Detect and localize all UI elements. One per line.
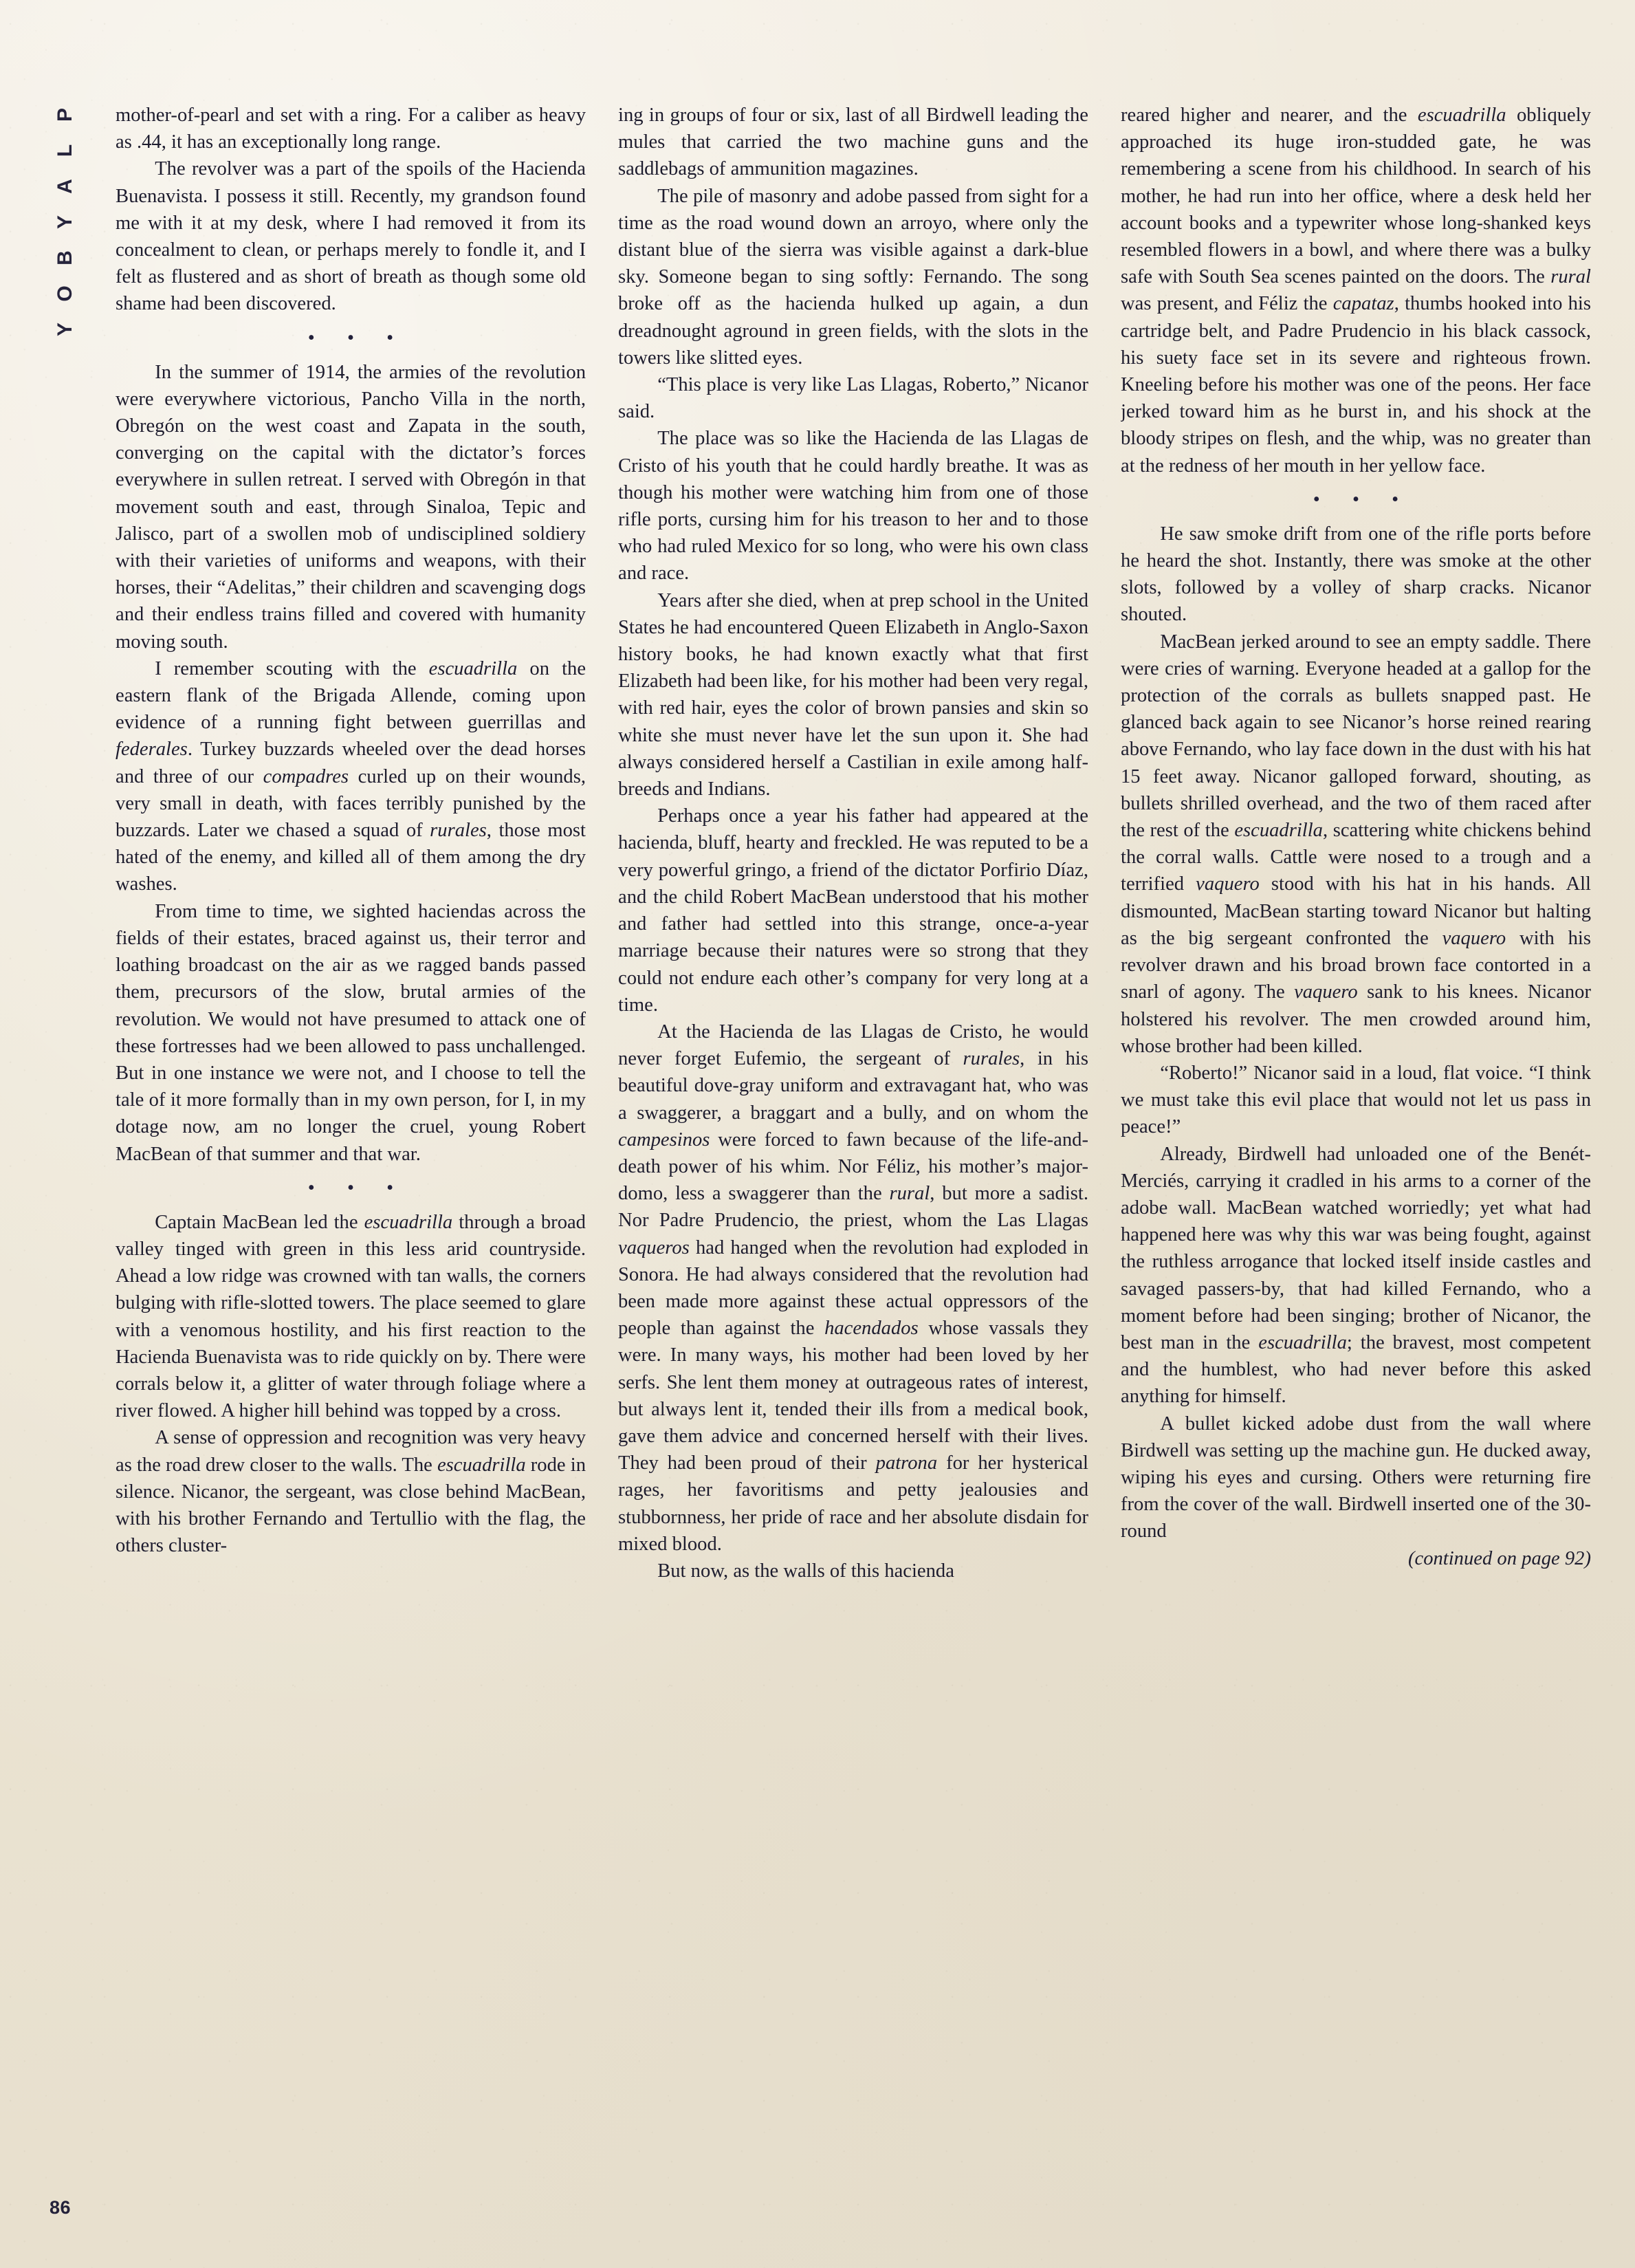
body-text: sank to his knees. Nicanor holstered his revolver. The men crowded around him, whose brother had been killed. [1121, 981, 1591, 1057]
foreign-term: escuadrilla [428, 657, 518, 679]
section-break-dots: • • • [307, 327, 408, 349]
body-text: Captain MacBean led the [155, 1211, 364, 1233]
foreign-term: rural [889, 1183, 930, 1205]
body-text: “Roberto!” Nicanor said in a loud, flat voice. “I think we must take this evil place that would not let us pass in peace!” [1121, 1062, 1591, 1138]
foreign-term: vaqueros [618, 1236, 690, 1258]
foreign-term: federales [116, 739, 188, 761]
body-text: The place was so like the Hacienda de las Llagas de Cristo of his youth that he could hardly breathe. It was as though his mother were watching him from one of those rifle ports, cursing him for his treason to her and to those who had ruled Mexico for so long, who were his own class and race. [618, 428, 1088, 585]
foreign-term: capataz [1332, 293, 1394, 315]
body-text: ing in groups of four or six, last of all Birdwell leading the mules that carried the two machine guns and the saddlebags of ammunition magazines. [618, 105, 1088, 180]
masthead-letter: A [54, 179, 76, 194]
body-paragraph [116, 898, 586, 1168]
foreign-term: compadres [263, 765, 349, 787]
foreign-term: patrona [875, 1452, 938, 1474]
foreign-term: campesinos [618, 1128, 710, 1151]
foreign-term: escuadrilla [1258, 1331, 1347, 1353]
text-column-2 [618, 102, 1088, 2151]
body-paragraph [1121, 1141, 1591, 1410]
foreign-term: rural [1550, 266, 1591, 288]
section-break-dots: • • • [307, 1177, 408, 1199]
body-text: whose vassals they were. In many ways, his mother had been loved by her serfs. She lent them money at outrageous rates of interest, but always lent it, tended their ills from a medical book, gave them advice and concerned herself with their lives. They had been proud of their [618, 1318, 1088, 1474]
body-text: The pile of masonry and adobe passed from sight for a time as the road wound down an arroyo, where only the distant blue of the sierra was visible against a dark-blue sky. Someone began to sing softly: Fernando. The song broke off as the hacienda hulked up again, a dun dreadnought aground in green fields, with the slots in the towers like slitted eyes. [618, 185, 1088, 369]
masthead-letter: B [54, 250, 76, 265]
body-text: reared higher and nearer, and the [1121, 105, 1418, 126]
body-text: through a broad valley tinged with green in this less arid countryside. Ahead a low ridge was crowned with tan walls, the corners bulging with rifle-slotted towers. The place seemed to glare with a venomous hostility, and his first reaction to the Hacienda Buenavista was to ride quickly on by. There were corrals below it, a glitter of water through foliage where a river flowed. A higher hill behind was topped by a cross. [116, 1211, 586, 1422]
body-text: Already, Birdwell had unloaded one of the Benét-Merciés, carrying it cradled in his arms to a corner of the adobe wall. MacBean watched worriedly; yet what had happened here was why this war was being fought, against the ruthless arrogance that locked itself inside castles and savaged passers-by, that had killed Fernando, who a moment before had been singing; brother of Nicanor, the best man in the [1121, 1143, 1591, 1353]
masthead-letter: Y [54, 323, 76, 337]
body-text: for her hysterical rages, her favoritisms and petty jealousies and stubbornness, her pride of race and her absolute disdain for mixed blood. [618, 1452, 1088, 1555]
body-text: rode in silence. Nicanor, the sergeant, was close behind MacBean, with his brother Fernando and Tertullio with the flag, the others cluster- [116, 1454, 586, 1557]
foreign-term: vaquero [1196, 873, 1260, 895]
body-paragraph [116, 655, 586, 898]
body-text: MacBean jerked around to see an empty saddle. There were cries of warning. Everyone headed at a gallop for the protection of the corrals as bullets snapped past. He glanced back again to see Nicanor’s horse reined rearing above Fernando, who lay face down in the dust with his hat 15 feet away. Nicanor galloped forward, shouting, as bullets shrilled overhead, and the two of them raced after the rest of the [1121, 631, 1591, 842]
body-text: , thumbs hooked into his cartridge belt, and Padre Prudencio in his black cassock, his suety face set in its severe and righteous frown. Kneeling before his mother was one of the peons. Her face jerked toward him as he burst in, and his shock at the bloody stripes on flesh, and the whip, was no greater than at the redness of her mouth in her yellow face. [1121, 293, 1591, 477]
body-paragraph [116, 359, 586, 655]
masthead-letter: L [54, 144, 76, 157]
body-text: was present, and Féliz the [1121, 293, 1333, 315]
masthead-letter: P [54, 108, 76, 122]
body-paragraph [618, 1018, 1088, 1558]
foreign-term: escuadrilla [1234, 820, 1323, 842]
body-text: stood with his hat in his hands. All dismounted, MacBean starting toward Nicanor but halting as the big sergeant confronted the [1121, 873, 1591, 949]
foreign-term: escuadrilla [1417, 105, 1506, 126]
body-paragraph-continued [116, 102, 586, 155]
body-paragraph [1121, 629, 1591, 1060]
body-text: In the summer of 1914, the armies of the revolution were everywhere victorious, Pancho Villa in the north, Obregón on the west coast and Zapata in the south, converging on the capital with the dictator’s forces everywhere in sullen retreat. I served with Obregón in that movement south and east, through Sinaloa, Tepic and Jalisco, part of a swollen mob of undisciplined soldiery with their varieties of uniforms and weapons, with their horses, their “Adelitas,” their children and scavenging dogs and their endless trains filled and covered with humanity moving south. [116, 361, 586, 653]
article-body [116, 102, 1591, 2151]
body-text: obliquely approached its huge iron-studded gate, he was remembering a scene from his childhood. In search of his mother, he had run into her office, where a desk held her account books and a typewriter whose long-shanked keys resembled flowers in a bowl, and where there was a bulky safe with South Sea scenes painted on the doors. The [1121, 105, 1591, 288]
body-paragraph [618, 183, 1088, 371]
section-break-dots: • • • [1313, 488, 1413, 510]
page-number: 86 [50, 2197, 72, 2218]
body-text: had hanged when the revolution had exploded in Sonora. He had always considered that the revolution had been made more against these actual oppressors of the people than against the [618, 1236, 1088, 1340]
body-text: I remember scouting with the [155, 657, 429, 679]
body-paragraph [116, 1424, 586, 1559]
foreign-term: escuadrilla [437, 1454, 526, 1476]
text-column-1 [116, 102, 586, 2151]
body-text: A sense of oppression and recognition was very heavy as the road drew closer to the walls. The [116, 1427, 586, 1476]
masthead-letter: O [54, 285, 76, 302]
body-text: From time to time, we sighted haciendas across the fields of their estates, braced against us, their terror and loathing broadcast on the air as we ragged bands passed them, precursors of the slow, brutal armies of the revolution. We would not have presumed to attack one of these fortresses had we been allowed to pass unchallenged. But in one instance we were not, and I choose to tell the tale of it more formally than in my own person, for I, in my dotage now, am no longer the cruel, young Robert MacBean of that summer and that war. [116, 900, 586, 1165]
body-paragraph-continued [618, 102, 1088, 183]
body-text: . Turkey buzzards wheeled over the dead horses and three of our [116, 739, 586, 787]
body-paragraph [618, 425, 1088, 587]
body-text: , those most hated of the enemy, and killed all of them among the dry washes. [116, 820, 586, 895]
body-paragraph [1121, 1410, 1591, 1545]
body-text: But now, as the walls of this hacienda [657, 1560, 954, 1582]
body-text: on the eastern flank of the Brigada Allende, coming upon evidence of a running fight between guerrillas and [116, 657, 586, 734]
body-paragraph [618, 1558, 1088, 1584]
playboy-masthead [51, 103, 83, 341]
body-text: Perhaps once a year his father had appeared at the hacienda, bluff, hearty and freckled. He was reputed to be a very powerful gringo, a friend of the dictator Porfirio Díaz, and the child Robert MacBean understood that his mother and father had settled into this strange, once-a-year marriage because their natures were so strong that they could not endure each other’s company for very long at a time. [618, 805, 1088, 1016]
body-paragraph [1121, 1060, 1591, 1141]
body-text: mother-of-pearl and set with a ring. For a caliber as heavy as .44, it has an exceptionally long range. [116, 105, 586, 153]
body-text: , scattering white chickens behind the corral walls. Cattle were nosed to a trough and a terrified [1121, 820, 1591, 895]
body-text: , but more a sadist. Nor Padre Prudencio, the priest, whom the Las Llagas [618, 1183, 1088, 1232]
foreign-term: hacendados [824, 1318, 919, 1340]
body-text: Years after she died, when at prep school in the United States he had encountered Queen Elizabeth in Anglo-Saxon history books, he had known exactly what that first Elizabeth had been like, for his mother had been very regal, with red hair, eyes the color of brown pansies and skin so white she must never have let the sun upon it. She had always considered herself a Castilian in exile among half-breeds and Indians. [618, 589, 1088, 800]
body-paragraph-continued [1121, 102, 1591, 479]
body-text: with his revolver drawn and his broad brown face contorted in a snarl of agony. The [1121, 927, 1591, 1003]
body-paragraph [116, 155, 586, 317]
foreign-term: vaquero [1294, 981, 1358, 1003]
body-paragraph [618, 803, 1088, 1018]
body-paragraph [618, 587, 1088, 803]
body-paragraph [116, 1209, 586, 1425]
body-text: curled up on their wounds, very small in death, with faces terribly punished by the buzzards. Later we chased a squad of [116, 765, 586, 842]
foreign-term: rurales [430, 820, 487, 842]
foreign-term: escuadrilla [364, 1211, 453, 1233]
body-text: The revolver was a part of the spoils of the Hacienda Buenavista. I possess it still. Recently, my grandson found me with it at my desk, where I had removed it from its concealment to clean, or perhaps merely to fondle it, and I felt as flustered and as short of breath as though some old shame had been discovered. [116, 158, 586, 315]
masthead-letter: Y [54, 215, 76, 230]
body-text: , in his beautiful dove-gray uniform and extravagant hat, who was a swaggerer, a braggart and a bully, and on whom the [618, 1048, 1088, 1124]
body-text: At the Hacienda de las Llagas de Cristo, he would never forget Eufemio, the sergeant of [618, 1021, 1088, 1070]
body-text: He saw smoke drift from one of the rifle ports before he heard the shot. Instantly, there was smoke at the other slots, followed by a volley of sharp cracks. Nicanor shouted. [1121, 523, 1591, 626]
body-paragraph [618, 371, 1088, 425]
foreign-term: rurales [963, 1048, 1020, 1070]
body-text: ; the bravest, most competent and the humblest, who had never before this asked anything for himself. [1121, 1331, 1591, 1408]
body-paragraph [1121, 521, 1591, 629]
body-text: “This place is very like Las Llagas, Roberto,” Nicanor said. [618, 374, 1088, 423]
body-text: A bullet kicked adobe dust from the wall where Birdwell was setting up the machine gun. He ducked away, wiping his eyes and cursing. Others were returning fire from the cover of the wall. Birdwell inserted one of the 30-round [1121, 1413, 1591, 1542]
body-text: were forced to fawn because of the life-and-death power of his whim. Nor Féliz, his mother’s major-domo, less a swaggerer than the [618, 1128, 1088, 1205]
text-column-3 [1121, 102, 1591, 2151]
foreign-term: vaquero [1442, 927, 1506, 949]
continued-on-page-note: (continued on page 92) [1407, 1547, 1591, 1569]
